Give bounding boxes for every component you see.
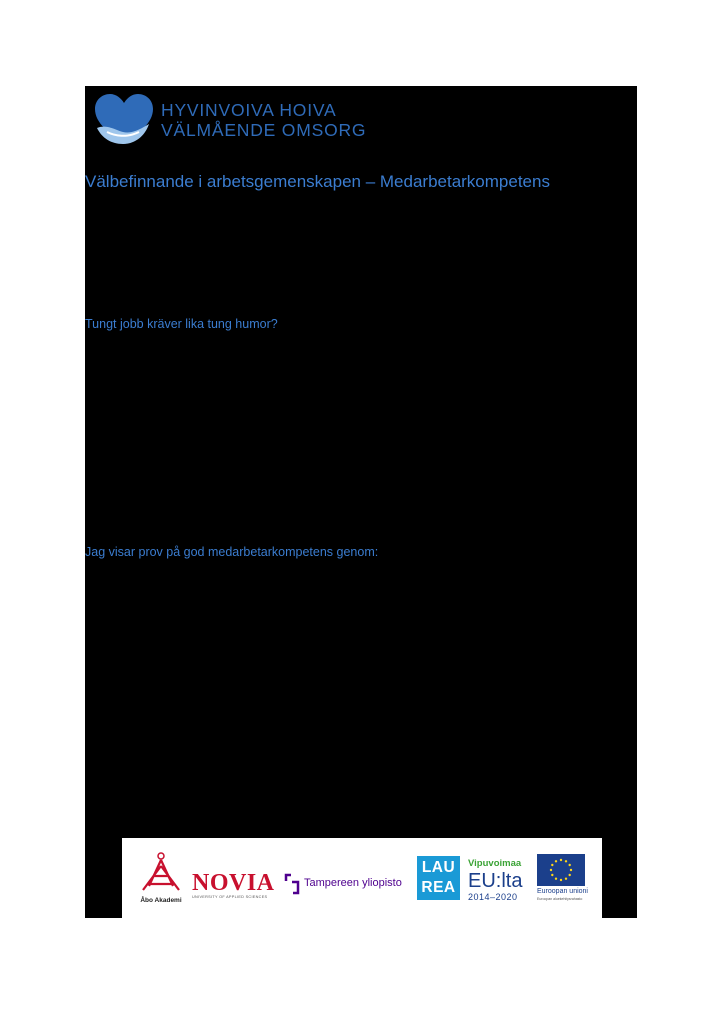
section-heading-medarbetarkompetens: Jag visar prov på god medarbetarkompetens genom: (85, 545, 379, 559)
heart-hands-icon (93, 92, 155, 148)
eu-flag-icon (537, 854, 585, 886)
european-union-logo (536, 854, 592, 908)
eu-name: Euroopan unioni (537, 888, 588, 895)
logo-line-swedish: VÄLMÅENDE OMSORG (161, 120, 367, 140)
tampere-university-logo (282, 872, 414, 896)
abo-akademi-name: Åbo Akademi (140, 897, 182, 904)
document-page (85, 86, 637, 918)
document-title: Välbefinnande i arbetsgemenskapen – Medarbetarkompetens (85, 172, 550, 191)
laurea-line-1: LAU (421, 859, 456, 876)
novia-subtitle: UNIVERSITY OF APPLIED SCIENCES (192, 895, 268, 899)
tampere-bracket-icon (282, 872, 304, 896)
logo-line-finnish: HYVINVOIVA HOIVA (161, 100, 337, 120)
section-heading-humor: Tungt jobb kräver lika tung humor? (85, 317, 278, 331)
eu-fund-name: Euroopan aluekehitysrahasto (537, 897, 583, 901)
abo-akademi-logo (137, 852, 185, 904)
laurea-logo (417, 856, 460, 900)
vipuvoimaa-title: Vipuvoimaa (468, 858, 522, 869)
tampere-name: Tampereen yliopisto (304, 877, 402, 889)
eu-lta-text: EU:lta (468, 870, 523, 892)
novia-name: NOVIA (192, 870, 275, 896)
programme-years: 2014–2020 (468, 892, 518, 902)
novia-logo (192, 872, 274, 902)
partner-logos-bar (122, 838, 602, 918)
abo-akademi-emblem-icon (137, 852, 185, 892)
vipuvoimaa-logo (468, 858, 532, 906)
laurea-line-2: REA (421, 879, 456, 896)
hyvinvoiva-hoiva-logo (93, 92, 367, 150)
